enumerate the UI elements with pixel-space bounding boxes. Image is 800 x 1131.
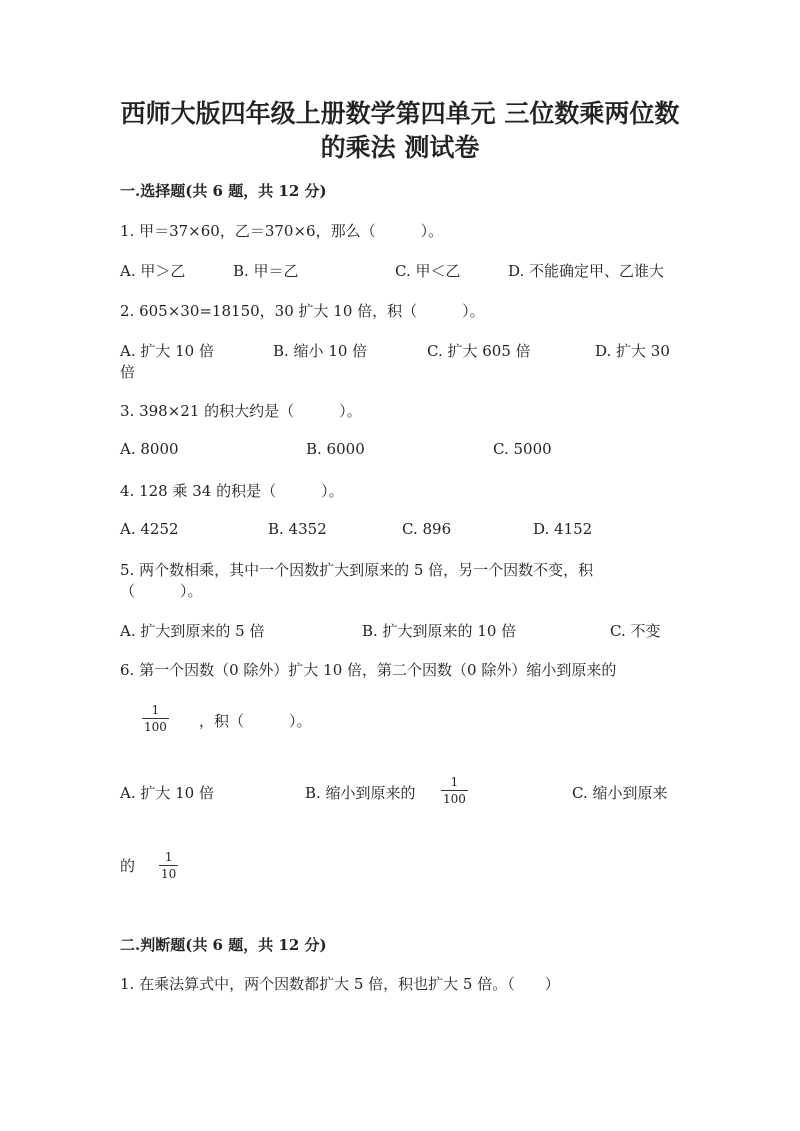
- question-6-option-b-fraction: [441, 775, 468, 806]
- question-5-option-b: B. 扩大到原来的 10 倍: [362, 622, 517, 640]
- question-4-option-a: A. 4252: [120, 520, 179, 538]
- question-3-stem: 3. 398×21 的积大约是（ ）。: [120, 402, 362, 420]
- question-3-option-b: B. 6000: [306, 440, 365, 458]
- question-6-stem-tail: ，积（ ）。: [199, 712, 312, 730]
- exam-title-line-1: 西师大版四年级上册数学第四单元 三位数乘两位数: [120, 99, 680, 128]
- fraction-numerator: 1: [450, 775, 459, 789]
- question-1-stem: 1. 甲＝37×60，乙＝370×6，那么（ ）。: [120, 222, 444, 240]
- question-1-option-b: B. 甲＝乙: [233, 262, 299, 280]
- fraction-bar: [142, 718, 169, 719]
- question-1-option-a: A. 甲＞乙: [120, 262, 186, 280]
- question-5-stem: 5. 两个数相乘，其中一个因数扩大到原来的 5 倍，另一个因数不变，积: [120, 561, 594, 579]
- fraction-numerator: 1: [151, 703, 160, 717]
- question-6-option-c-continued: 的: [120, 857, 136, 875]
- question-2-option-a: A. 扩大 10 倍: [120, 342, 214, 360]
- question-1-option-d: D. 不能确定甲、乙谁大: [508, 262, 665, 280]
- question-5-option-c: C. 不变: [610, 622, 661, 640]
- question-4-stem: 4. 128 乘 34 的积是（ ）。: [120, 482, 344, 500]
- question-4-option-c: C. 896: [402, 520, 452, 538]
- section-2-question-1-stem: 1. 在乘法算式中，两个因数都扩大 5 倍，积也扩大 5 倍。（ ）: [120, 975, 560, 993]
- fraction-bar: [159, 865, 178, 866]
- question-3-option-c: C. 5000: [493, 440, 552, 458]
- question-6-option-a: A. 扩大 10 倍: [120, 784, 214, 802]
- fraction-numerator: 1: [164, 850, 173, 864]
- section-2-heading: 二.判断题(共 6 题，共 12 分): [120, 936, 327, 954]
- question-6-option-c-fraction: [159, 850, 178, 881]
- question-1-option-c: C. 甲＜乙: [395, 262, 461, 280]
- question-5-option-a: A. 扩大到原来的 5 倍: [120, 622, 265, 640]
- question-2-option-d: D. 扩大 30: [595, 342, 670, 360]
- question-4-option-d: D. 4152: [533, 520, 593, 538]
- question-3-option-a: A. 8000: [120, 440, 179, 458]
- question-2-stem: 2. 605×30=18150，30 扩大 10 倍，积（ ）。: [120, 302, 485, 320]
- section-1-heading: 一.选择题(共 6 题，共 12 分): [120, 182, 327, 200]
- fraction-bar: [441, 790, 468, 791]
- question-6-option-c: C. 缩小到原来: [572, 784, 668, 802]
- fraction-denominator: 100: [443, 792, 466, 806]
- question-2-option-c: C. 扩大 605 倍: [427, 342, 531, 360]
- question-2-option-d-continued: 倍: [120, 363, 136, 381]
- fraction-denominator: 10: [161, 867, 177, 881]
- fraction-denominator: 100: [144, 720, 167, 734]
- question-6-fraction: [142, 703, 169, 734]
- exam-title-line-2: 的乘法 测试卷: [320, 133, 480, 162]
- question-2-option-b: B. 缩小 10 倍: [273, 342, 368, 360]
- question-4-option-b: B. 4352: [268, 520, 327, 538]
- question-6-stem: 6. 第一个因数（0 除外）扩大 10 倍，第二个因数（0 除外）缩小到原来的: [120, 661, 617, 679]
- question-6-option-b: B. 缩小到原来的: [305, 784, 416, 802]
- question-5-stem-continued: （ ）。: [120, 582, 203, 600]
